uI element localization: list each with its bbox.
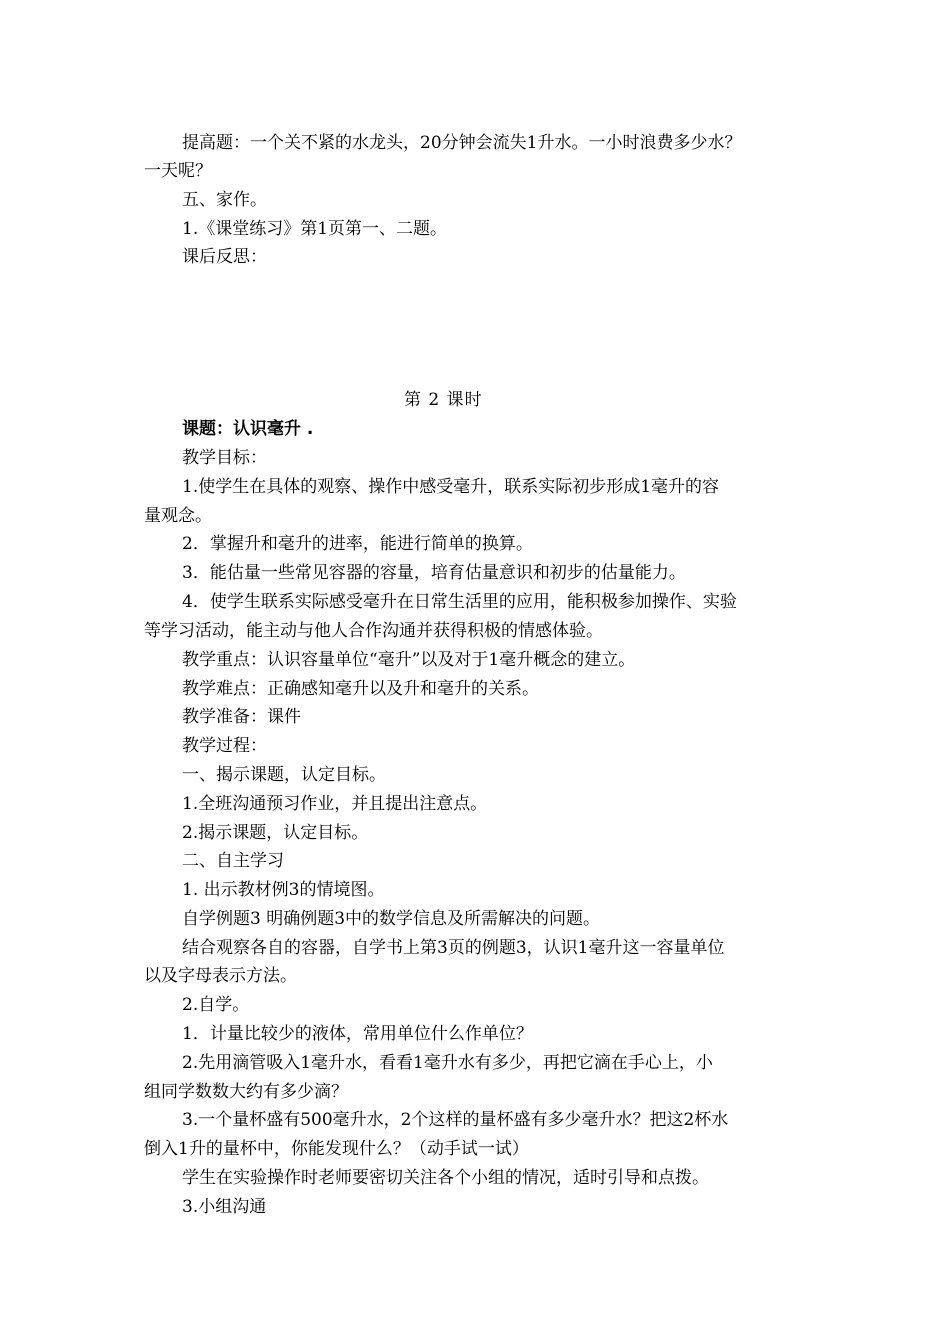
step-2-item-1: 1. 出示教材例3的情境图。 (182, 880, 385, 900)
objective-4-line1: 4．使学生联系实际感受毫升在日常生活里的应用，能积极参加操作、实验 (182, 592, 737, 612)
reflection-label: 课后反思： (182, 247, 267, 267)
question-2-line2: 组同学数数大约有多少滴？ (144, 1082, 348, 1102)
teacher-note: 学生在实验操作时老师要密切关注各个小组的情况，适时引导和点拨。 (182, 1168, 709, 1188)
step-1-item-2: 2.揭示课题，认定目标。 (182, 823, 369, 843)
challenge-question-line2: 一天呢？ (144, 161, 212, 181)
objective-2: 2．掌握升和毫升的进率，能进行简单的换算。 (182, 534, 533, 554)
difficulty: 教学难点：正确感知毫升以及升和毫升的关系。 (182, 679, 539, 699)
process-heading: 教学过程： (182, 736, 267, 756)
step-1-item-1: 1.全班沟通预习作业，并且提出注意点。 (182, 794, 488, 814)
objective-4-line2: 等学习活动，能主动与他人合作沟通并获得积极的情感体验。 (144, 621, 603, 641)
observe-line2: 以及字母表示方法。 (144, 966, 297, 986)
objective-1-line1: 1.使学生在具体的观察、操作中感受毫升，联系实际初步形成1毫升的容 (182, 477, 720, 497)
preparation: 教学准备：课件 (182, 707, 301, 727)
period-title: 第 2 课时 (404, 390, 483, 410)
question-2-line1: 2.先用滴管吸入1毫升水，看看1毫升水有多少，再把它滴在手心上，小 (182, 1053, 713, 1073)
objective-1-line2: 量观念。 (144, 506, 212, 526)
key-point: 教学重点：认识容量单位“毫升”以及对于1毫升概念的建立。 (182, 650, 636, 670)
step-2-heading: 二、自主学习 (182, 851, 284, 871)
objectives-heading: 教学目标： (182, 448, 267, 468)
homework-item: 1.《课堂练习》第1页第一、二题。 (182, 219, 448, 239)
question-3-line2: 倒入1升的量杯中，你能发现什么？（动手试一试） (144, 1139, 529, 1159)
lesson-topic: 课题：认识毫升 . (182, 419, 314, 439)
step-2-item-2: 2.自学。 (182, 995, 250, 1015)
step-2-item-3: 3.小组沟通 (182, 1197, 267, 1217)
step-1-heading: 一、揭示课题，认定目标。 (182, 765, 386, 785)
observe-line1: 结合观察各自的容器，自学书上第3页的例题3，认识1毫升这一容量单位 (182, 938, 725, 958)
question-1: 1．计量比较少的液体，常用单位什么作单位？ (182, 1024, 533, 1044)
self-study-text: 自学例题3 明确例题3中的数学信息及所需解决的问题。 (182, 909, 601, 929)
question-3-line1: 3.一个量杯盛有500毫升水，2个这样的量杯盛有多少毫升水？把这2杯水 (182, 1110, 729, 1130)
challenge-question-line1: 提高题：一个关不紧的水龙头，20分钟会流失1升水。一小时浪费多少水？ (182, 133, 742, 153)
homework-heading: 五、家作。 (182, 190, 267, 210)
objective-3: 3．能估量一些常见容器的容量，培育估量意识和初步的估量能力。 (182, 563, 686, 583)
